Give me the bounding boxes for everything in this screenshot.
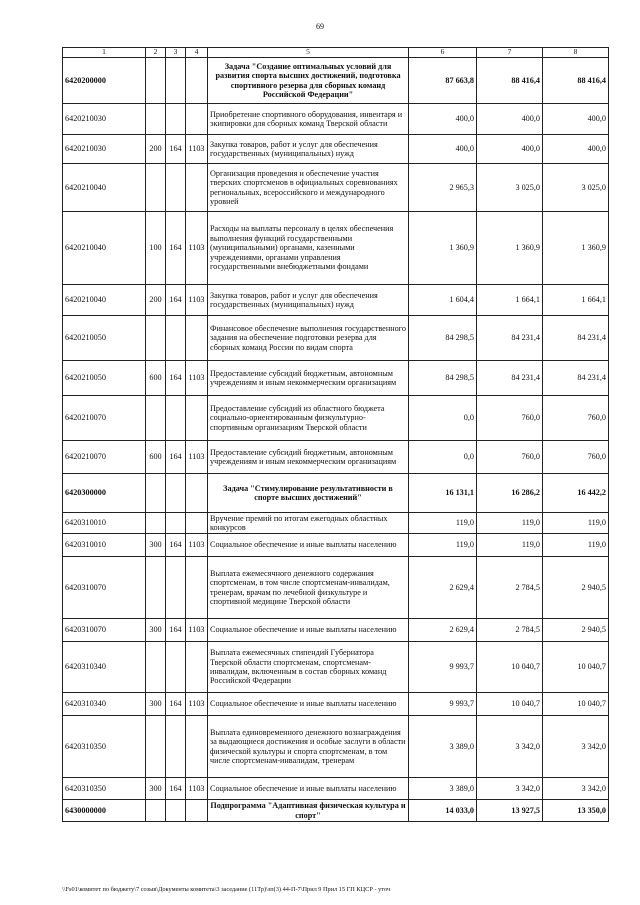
row-code: 6420310070 [63, 557, 146, 619]
row-description: Финансовое обеспечение выполнения государственного задания на обеспечение подготовки резерва для сборных команд России по видам спорта [208, 316, 409, 361]
column-header: 5 [208, 48, 409, 58]
amount-col-6: 2 965,3 [409, 164, 477, 212]
table-row [63, 212, 609, 285]
column-header: 7 [477, 48, 543, 58]
amount-col-6: 2 629,4 [409, 619, 477, 642]
row-description: Расходы на выплаты персоналу в целях обеспечения выполнения функций государственными (муниципальными) органами, казенными учреждениями, органами управления государственными внебюджетными фондами [208, 212, 409, 285]
amount-col-7: 3 342,0 [477, 716, 543, 778]
department-code: 164 [166, 619, 186, 642]
amount-col-7: 400,0 [477, 135, 543, 164]
row-code: 6420310340 [63, 693, 146, 716]
row-code: 6420210070 [63, 396, 146, 441]
amount-col-6: 0,0 [409, 441, 477, 474]
amount-col-8: 2 940,5 [543, 619, 609, 642]
amount-col-7: 1 664,1 [477, 285, 543, 316]
department-code [166, 58, 186, 104]
row-code: 6420210070 [63, 441, 146, 474]
row-code: 6420310070 [63, 619, 146, 642]
row-description: Социальное обеспечение и иные выплаты населению [208, 778, 409, 800]
section-code: 1103 [186, 135, 208, 164]
table-row [63, 396, 609, 441]
expense-type-code [146, 642, 166, 693]
column-header: 2 [146, 48, 166, 58]
expense-type-code: 600 [146, 361, 166, 396]
section-code [186, 316, 208, 361]
table-row [63, 693, 609, 716]
amount-col-6: 119,0 [409, 534, 477, 557]
department-code [166, 396, 186, 441]
expense-type-code: 100 [146, 212, 166, 285]
section-code: 1103 [186, 361, 208, 396]
row-code: 6420210050 [63, 316, 146, 361]
row-description: Социальное обеспечение и иные выплаты населению [208, 693, 409, 716]
row-code: 6420300000 [63, 474, 146, 513]
amount-col-8: 88 416,4 [543, 58, 609, 104]
table-row [63, 619, 609, 642]
expense-type-code [146, 800, 166, 822]
amount-col-6: 3 389,0 [409, 778, 477, 800]
section-code [186, 164, 208, 212]
department-code: 164 [166, 361, 186, 396]
row-description: Предоставление субсидий бюджетным, автономным учреждениям и иным некоммерческим организациям [208, 361, 409, 396]
table-row [63, 778, 609, 800]
row-code: 6420210050 [63, 361, 146, 396]
file-path-footer: \\Fs01\комитет по бюджету\7 созыв\Документы комитета\3 заседание (11Тр)\зп(3) 44-П-7\Прил 9 Прил 15 ГП КЦСР - уточ [62, 886, 391, 893]
department-code [166, 164, 186, 212]
row-description: Выплата единовременного денежного вознаграждения за выдающиеся достижения и особые заслуги в области физической культуры и спорта спортсменам, в том числе спортсменам-инвалидам, тренерам [208, 716, 409, 778]
department-code: 164 [166, 135, 186, 164]
expense-type-code [146, 58, 166, 104]
amount-col-8: 3 342,0 [543, 778, 609, 800]
expense-type-code: 200 [146, 135, 166, 164]
amount-col-8: 2 940,5 [543, 557, 609, 619]
amount-col-6: 400,0 [409, 104, 477, 135]
amount-col-6: 3 389,0 [409, 716, 477, 778]
table-row [63, 513, 609, 534]
row-description: Организация проведения и обеспечение участия тверских спортсменов в официальных соревнованиях региональных, всероссийского и международного уровней [208, 164, 409, 212]
amount-col-6: 400,0 [409, 135, 477, 164]
row-code: 6420200000 [63, 58, 146, 104]
amount-col-8: 84 231,4 [543, 361, 609, 396]
amount-col-7: 84 231,4 [477, 316, 543, 361]
amount-col-8: 10 040,7 [543, 642, 609, 693]
amount-col-7: 84 231,4 [477, 361, 543, 396]
expense-type-code [146, 716, 166, 778]
amount-col-7: 119,0 [477, 513, 543, 534]
department-code: 164 [166, 778, 186, 800]
amount-col-8: 119,0 [543, 513, 609, 534]
table-row [63, 441, 609, 474]
amount-col-7: 3 342,0 [477, 778, 543, 800]
amount-col-6: 84 298,5 [409, 316, 477, 361]
amount-col-8: 400,0 [543, 135, 609, 164]
row-code: 6420310010 [63, 534, 146, 557]
amount-col-6: 84 298,5 [409, 361, 477, 396]
expense-type-code: 300 [146, 778, 166, 800]
department-code [166, 557, 186, 619]
expense-type-code [146, 104, 166, 135]
table-row [63, 642, 609, 693]
expense-type-code [146, 557, 166, 619]
section-code: 1103 [186, 619, 208, 642]
amount-col-7: 400,0 [477, 104, 543, 135]
amount-col-7: 88 416,4 [477, 58, 543, 104]
amount-col-8: 3 025,0 [543, 164, 609, 212]
amount-col-8: 760,0 [543, 396, 609, 441]
row-description: Предоставление субсидий бюджетным, автономным учреждениям и иным некоммерческим организациям [208, 441, 409, 474]
amount-col-7: 2 784,5 [477, 619, 543, 642]
department-code [166, 642, 186, 693]
row-description: Приобретение спортивного оборудования, инвентаря и экипировки для сборных команд Тверской области [208, 104, 409, 135]
department-code [166, 474, 186, 513]
amount-col-8: 119,0 [543, 534, 609, 557]
table-row [63, 557, 609, 619]
amount-col-8: 1 360,9 [543, 212, 609, 285]
row-code: 6420310350 [63, 778, 146, 800]
amount-col-6: 16 131,1 [409, 474, 477, 513]
section-code [186, 716, 208, 778]
section-code: 1103 [186, 441, 208, 474]
section-code [186, 58, 208, 104]
table-row [63, 800, 609, 822]
department-code: 164 [166, 212, 186, 285]
column-header: 1 [63, 48, 146, 58]
section-code: 1103 [186, 285, 208, 316]
department-code [166, 513, 186, 534]
row-code: 6420210040 [63, 212, 146, 285]
amount-col-7: 10 040,7 [477, 642, 543, 693]
section-code: 1103 [186, 212, 208, 285]
row-description: Предоставление субсидий из областного бюджета социально-ориентированным физкультурно-спортивным организациям Тверской области [208, 396, 409, 441]
amount-col-8: 400,0 [543, 104, 609, 135]
section-code [186, 642, 208, 693]
amount-col-8: 10 040,7 [543, 693, 609, 716]
department-code: 164 [166, 693, 186, 716]
row-description: Социальное обеспечение и иные выплаты населению [208, 619, 409, 642]
amount-col-6: 9 993,7 [409, 642, 477, 693]
section-code: 1103 [186, 534, 208, 557]
amount-col-7: 760,0 [477, 441, 543, 474]
row-code: 6430000000 [63, 800, 146, 822]
amount-col-7: 3 025,0 [477, 164, 543, 212]
amount-col-6: 2 629,4 [409, 557, 477, 619]
amount-col-6: 1 360,9 [409, 212, 477, 285]
expense-type-code: 300 [146, 534, 166, 557]
amount-col-6: 0,0 [409, 396, 477, 441]
table-row [63, 58, 609, 104]
table-row [63, 361, 609, 396]
row-description: Выплата ежемесячных стипендий Губернатора Тверской области спортсменам, спортсменам-инвалидам, включенным в состав сборных команд Российской Федерации [208, 642, 409, 693]
column-header: 3 [166, 48, 186, 58]
row-description: Задача "Стимулирование результативности в спорте высших достижений" [208, 474, 409, 513]
department-code: 164 [166, 534, 186, 557]
row-description: Вручение премий по итогам ежегодных областных конкурсов [208, 513, 409, 534]
amount-col-7: 1 360,9 [477, 212, 543, 285]
table-row [63, 164, 609, 212]
row-code: 6420210040 [63, 285, 146, 316]
expense-type-code [146, 513, 166, 534]
amount-col-6: 14 033,0 [409, 800, 477, 822]
expense-type-code [146, 316, 166, 361]
amount-col-7: 16 286,2 [477, 474, 543, 513]
table-row [63, 534, 609, 557]
column-header-row [63, 48, 609, 58]
department-code: 164 [166, 285, 186, 316]
section-code [186, 800, 208, 822]
section-code: 1103 [186, 778, 208, 800]
amount-col-8: 3 342,0 [543, 716, 609, 778]
expense-type-code [146, 474, 166, 513]
table-row [63, 135, 609, 164]
row-code: 6420310010 [63, 513, 146, 534]
page-number: 69 [316, 22, 324, 31]
amount-col-8: 13 350,0 [543, 800, 609, 822]
expense-type-code: 200 [146, 285, 166, 316]
amount-col-7: 119,0 [477, 534, 543, 557]
table-row [63, 285, 609, 316]
budget-table [62, 47, 609, 822]
expense-type-code: 300 [146, 693, 166, 716]
section-code [186, 557, 208, 619]
table-row [63, 716, 609, 778]
department-code [166, 316, 186, 361]
row-code: 6420210040 [63, 164, 146, 212]
amount-col-8: 1 664,1 [543, 285, 609, 316]
department-code [166, 800, 186, 822]
column-header: 4 [186, 48, 208, 58]
row-code: 6420210030 [63, 104, 146, 135]
amount-col-8: 16 442,2 [543, 474, 609, 513]
column-header: 6 [409, 48, 477, 58]
amount-col-7: 760,0 [477, 396, 543, 441]
department-code [166, 104, 186, 135]
row-description: Задача "Создание оптимальных условий для развития спорта высших достижений, подготовка спортивного резерва для сборных команд Российской Федерации" [208, 58, 409, 104]
row-description: Закупка товаров, работ и услуг для обеспечения государственных (муниципальных) нужд [208, 135, 409, 164]
amount-col-8: 84 231,4 [543, 316, 609, 361]
table-row [63, 316, 609, 361]
expense-type-code [146, 396, 166, 441]
column-header: 8 [543, 48, 609, 58]
section-code: 1103 [186, 693, 208, 716]
amount-col-7: 13 927,5 [477, 800, 543, 822]
row-description: Закупка товаров, работ и услуг для обеспечения государственных (муниципальных) нужд [208, 285, 409, 316]
row-code: 6420310350 [63, 716, 146, 778]
amount-col-6: 9 993,7 [409, 693, 477, 716]
section-code [186, 474, 208, 513]
amount-col-8: 760,0 [543, 441, 609, 474]
amount-col-7: 10 040,7 [477, 693, 543, 716]
row-code: 6420210030 [63, 135, 146, 164]
expense-type-code: 600 [146, 441, 166, 474]
section-code [186, 104, 208, 135]
table-row [63, 104, 609, 135]
row-description: Подпрограмма "Адаптивная физическая культура и спорт" [208, 800, 409, 822]
amount-col-6: 119,0 [409, 513, 477, 534]
section-code [186, 396, 208, 441]
row-description: Выплата ежемесячного денежного содержания спортсменам, в том числе спортсменам-инвалидам, тренерам, врачам по лечебной физкультуре и спортивной медицине Тверской области [208, 557, 409, 619]
department-code: 164 [166, 441, 186, 474]
row-code: 6420310340 [63, 642, 146, 693]
row-description: Социальное обеспечение и иные выплаты населению [208, 534, 409, 557]
department-code [166, 716, 186, 778]
amount-col-7: 2 784,5 [477, 557, 543, 619]
expense-type-code [146, 164, 166, 212]
expense-type-code: 300 [146, 619, 166, 642]
section-code [186, 513, 208, 534]
table-row [63, 474, 609, 513]
amount-col-6: 87 663,8 [409, 58, 477, 104]
amount-col-6: 1 604,4 [409, 285, 477, 316]
